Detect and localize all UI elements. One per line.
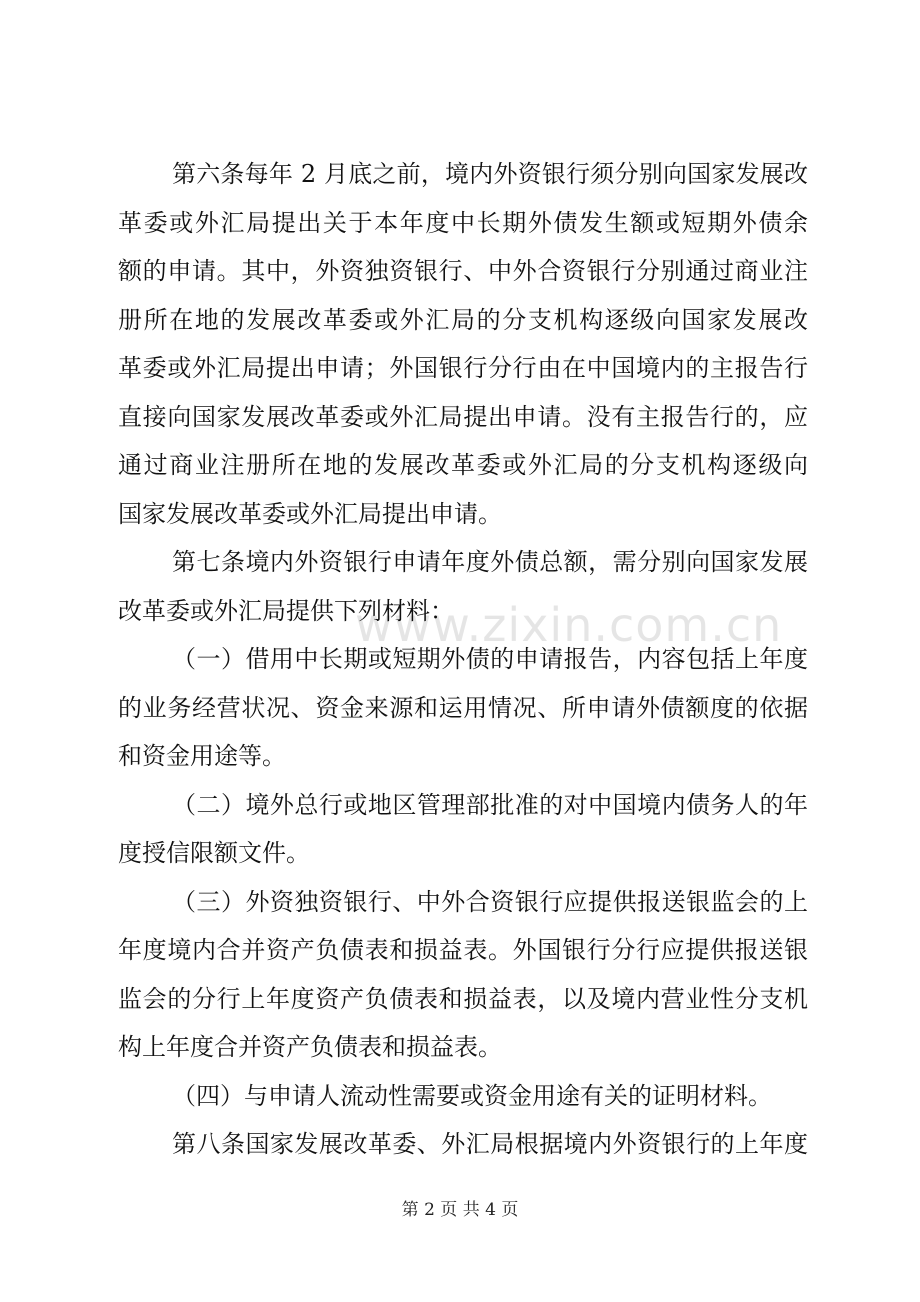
item-3-line-1: （三）外资独资银行、中外合资银行应提供报送银监会的上	[172, 888, 808, 916]
item-2-line-1: （二）境外总行或地区管理部批准的对中国境内债务人的年	[172, 791, 808, 819]
paragraph-6-line-5: 革委或外汇局提出申请；外国银行分行由在中国境内的主报告行	[118, 354, 808, 382]
paragraph-6-line-7: 通过商业注册所在地的发展改革委或外汇局的分支机构逐级向	[118, 451, 808, 479]
item-3-line-2: 年度境内合并资产负债表和损益表。外国银行分行应提供报送银	[118, 936, 808, 964]
item-4-line-1: （四）与申请人流动性需要或资金用途有关的证明材料。	[172, 1082, 772, 1110]
paragraph-7-line-2: 改革委或外汇局提供下列材料：	[118, 597, 454, 625]
item-2-line-2: 度授信限额文件。	[118, 839, 310, 867]
item-1-line-1: （一）借用中长期或短期外债的申请报告，内容包括上年度	[172, 645, 808, 673]
paragraph-6-line-8: 国家发展改革委或外汇局提出申请。	[118, 500, 502, 528]
item-1-line-3: 和资金用途等。	[118, 742, 286, 770]
watermark: www.zixin.com.cn	[355, 598, 783, 652]
paragraph-8-line-1: 第八条国家发展改革委、外汇局根据境内外资银行的上年度	[172, 1130, 808, 1158]
paragraph-6-line-1: 第六条每年 2 月底之前，境内外资银行须分别向国家发展改	[172, 160, 808, 188]
item-1-line-2: 的业务经营状况、资金来源和运用情况、所申请外债额度的依据	[118, 694, 808, 722]
paragraph-6-line-6: 直接向国家发展改革委或外汇局提出申请。没有主报告行的，应	[118, 403, 808, 431]
item-3-line-4: 构上年度合并资产负债表和损益表。	[118, 1033, 502, 1061]
item-3-line-3: 监会的分行上年度资产负债表和损益表，以及境内营业性分支机	[118, 985, 808, 1013]
paragraph-7-line-1: 第七条境内外资银行申请年度外债总额，需分别向国家发展	[172, 548, 808, 576]
paragraph-6-line-3: 额的申请。其中，外资独资银行、中外合资银行分别通过商业注	[118, 257, 808, 285]
paragraph-6-line-2: 革委或外汇局提出关于本年度中长期外债发生额或短期外债余	[118, 209, 808, 237]
page-footer: 第 2 页 共 4 页	[401, 1200, 519, 1220]
paragraph-6-line-4: 册所在地的发展改革委或外汇局的分支机构逐级向国家发展改	[118, 306, 808, 334]
